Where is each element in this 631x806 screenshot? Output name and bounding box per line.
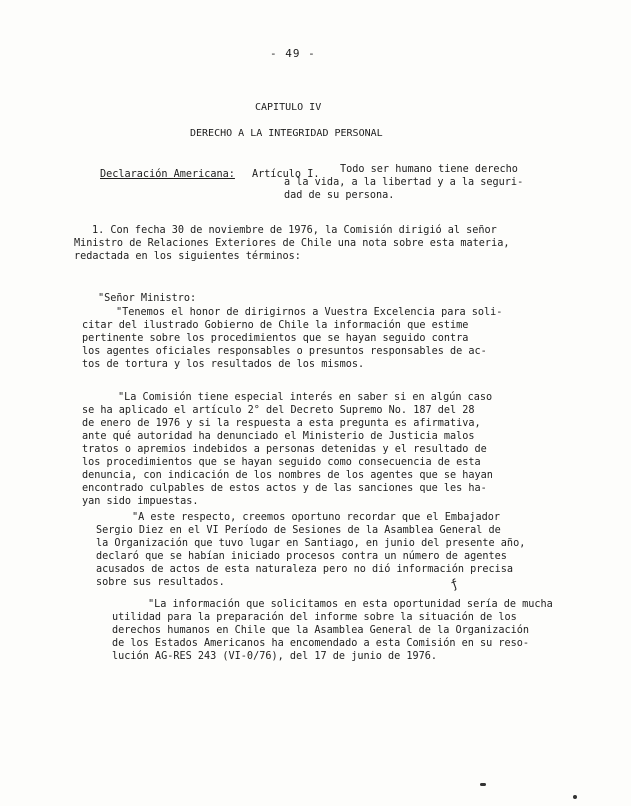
declaration-label: Declaración Americana: <box>100 169 235 180</box>
text-line: Sergio Diez en el VI Período de Sesiones de la Asamblea General de <box>96 525 501 536</box>
scan-speck <box>480 783 486 786</box>
paragraph-5 <box>112 598 553 663</box>
text-line: Ministro de Relaciones Exteriores de Chile una nota sobre esta materia, <box>74 238 510 249</box>
text-line: Todo ser humano tiene derecho <box>340 164 518 175</box>
chapter-subtitle: DERECHO A LA INTEGRIDAD PERSONAL <box>190 128 383 139</box>
text-line: sobre sus resultados. <box>96 577 225 588</box>
text-line: yan sido impuestas. <box>82 496 199 507</box>
declaration-article: Artículo I. <box>252 169 320 180</box>
paragraph-2 <box>82 306 502 371</box>
paragraph-1 <box>74 224 509 263</box>
text-line: "La información que solicitamos en esta oportunidad sería de mucha <box>148 599 553 610</box>
text-line: denuncia, con indicación de los nombres de los agentes que se hayan <box>82 470 493 481</box>
text-line: "A este respecto, creemos oportuno recordar que el Embajador <box>132 512 501 523</box>
text-line: citar del ilustrado Gobierno de Chile la información que estime <box>82 320 469 331</box>
text-line: dad de su persona. <box>284 190 395 201</box>
text-line: encontrado culpables de estos actos y de las sanciones que les ha- <box>82 483 487 494</box>
text-line: se ha aplicado el artículo 2° del Decreto Supremo No. 187 del 28 <box>82 405 475 416</box>
text-line: de los Estados Americanos ha encomendado a esta Comisión en su reso- <box>112 638 530 649</box>
paragraph-3 <box>82 391 493 508</box>
text-line: lución AG-RES 243 (VI-0/76), del 17 de junio de 1976. <box>112 651 438 662</box>
text-line: los procedimientos que se hayan seguido como consecuencia de esta <box>82 457 481 468</box>
text-line: derechos humanos en Chile que la Asamblea General de la Organización <box>112 625 530 636</box>
text-line: utilidad para la preparación del informe sobre la situación de los <box>112 612 517 623</box>
text-line: 1. Con fecha 30 de noviembre de 1976, la Comisión dirigió al señor <box>92 225 497 236</box>
handwritten-mark: ƒ <box>448 576 461 592</box>
page-number: - 49 - <box>270 47 316 60</box>
scan-speck <box>573 795 577 799</box>
text-line: los agentes oficiales responsables o presuntos responsables de ac- <box>82 346 487 357</box>
text-line: tratos o apremios indebidos a personas detenidas y el resultado de <box>82 444 487 455</box>
text-line: redactada en los siguientes términos: <box>74 251 301 262</box>
paragraph-4 <box>96 511 525 589</box>
chapter-heading: CAPITULO IV <box>255 102 322 113</box>
letter-greeting: "Señor Ministro: <box>98 293 197 304</box>
text-line: declaró que se habían iniciado procesos contra un número de agentes <box>96 551 507 562</box>
text-line: tos de tortura y los resultados de los mismos. <box>82 359 365 370</box>
text-line: pertinente sobre los procedimientos que se hayan seguido contra <box>82 333 469 344</box>
text-line: a la vida, a la libertad y a la seguri- <box>284 177 524 188</box>
text-line: "Tenemos el honor de dirigirnos a Vuestra Excelencia para soli- <box>116 307 503 318</box>
text-line: la Organización que tuvo lugar en Santiago, en junio del presente año, <box>96 538 526 549</box>
text-line: ante qué autoridad ha denunciado el Ministerio de Justicia malos <box>82 431 475 442</box>
text-line: acusados de actos de esta naturaleza pero no dió información precisa <box>96 564 514 575</box>
text-line: "La Comisión tiene especial interés en saber si en algún caso <box>118 392 493 403</box>
text-line: de enero de 1976 y si la respuesta a esta pregunta es afirmativa, <box>82 418 481 429</box>
